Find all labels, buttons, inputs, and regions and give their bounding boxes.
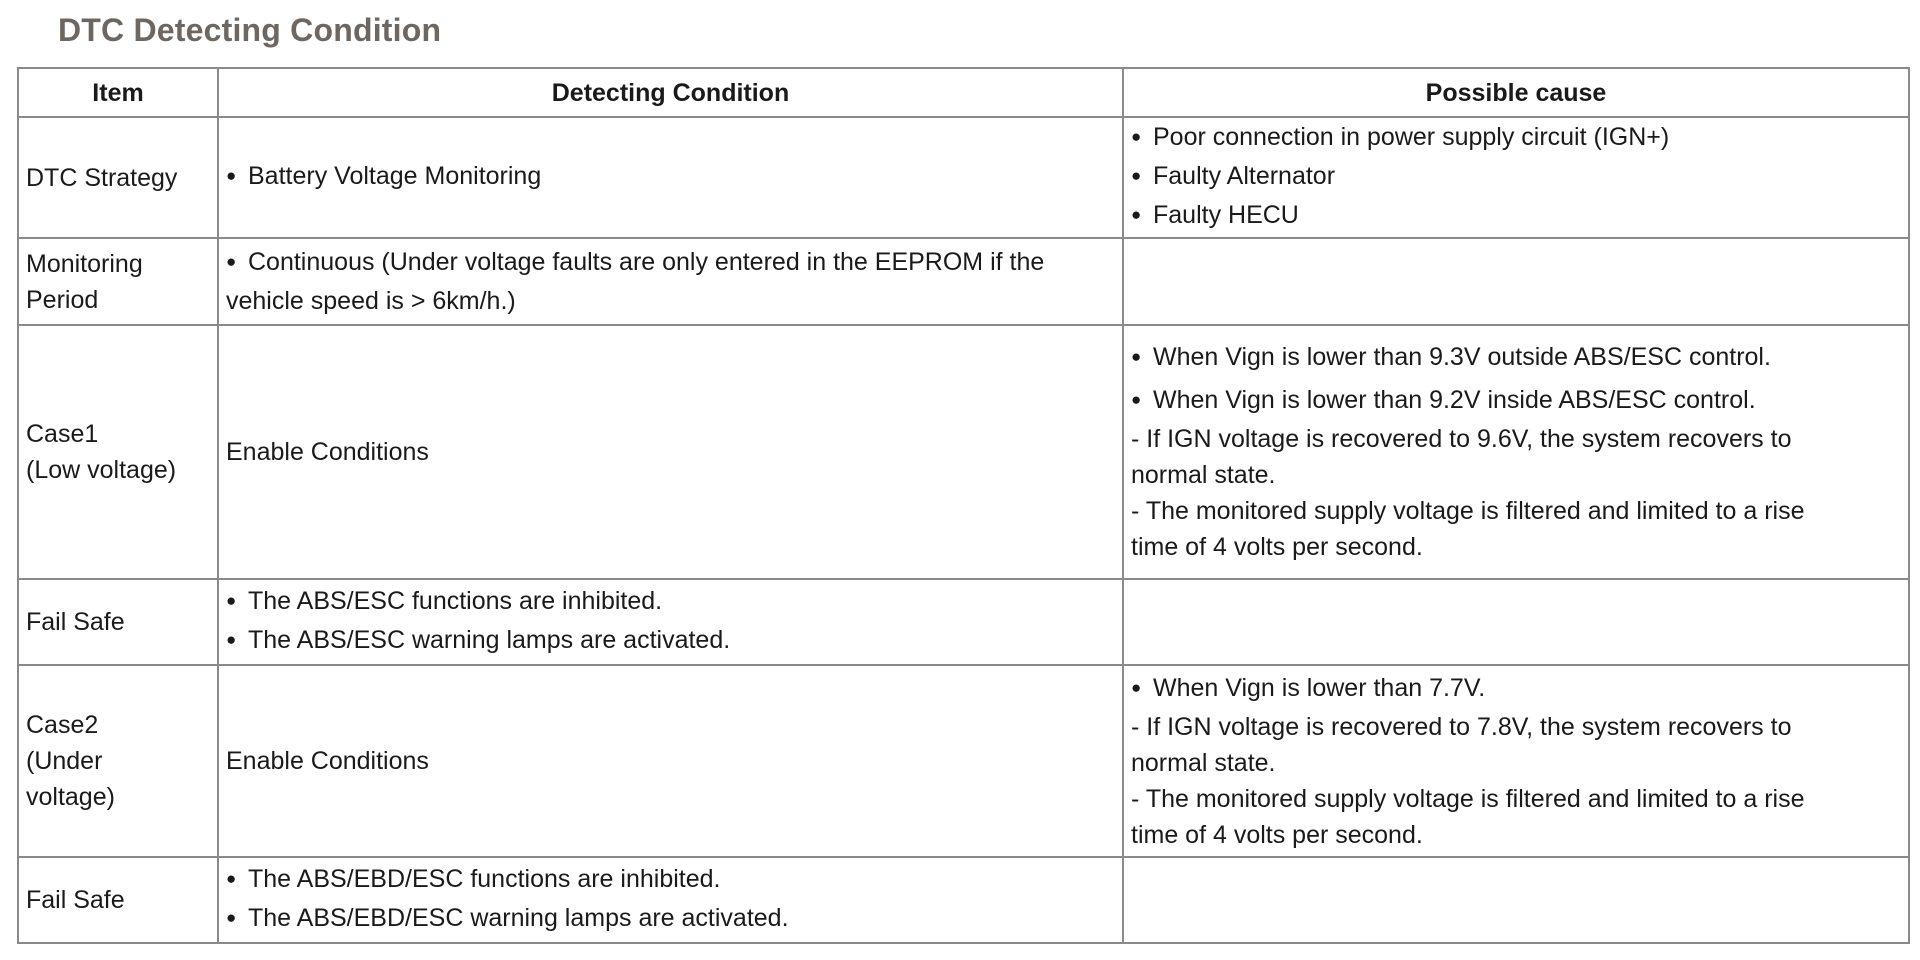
cause-bullet: ● When Vign is lower than 7.7V. xyxy=(1131,670,1901,709)
item-text: Monitoring xyxy=(26,249,143,278)
item-cell xyxy=(18,238,218,325)
condition-cell xyxy=(218,857,1123,943)
condition-text: Enable Conditions xyxy=(226,747,429,775)
cause-note: - If IGN voltage is recovered to 9.6V, the system recovers to xyxy=(1131,425,1792,453)
item-text: Fail Safe xyxy=(26,608,125,636)
dtc-table xyxy=(17,67,1910,944)
item-cell xyxy=(18,325,218,579)
table-row xyxy=(18,325,1909,579)
cause-cell xyxy=(1123,325,1909,579)
condition-bullet: ● The ABS/EBD/ESC warning lamps are activated. xyxy=(226,900,1115,939)
condition-cell xyxy=(218,579,1123,665)
item-text: voltage) xyxy=(26,783,115,811)
table-row xyxy=(18,665,1909,857)
condition-bullet: ● Continuous (Under voltage faults are only entered in the EEPROM if the xyxy=(226,244,1115,283)
condition-cell xyxy=(218,238,1123,325)
cause-cell xyxy=(1123,117,1909,238)
condition-bullet: ● Battery Voltage Monitoring xyxy=(226,158,1115,197)
table-header-row xyxy=(18,68,1909,117)
condition-bullet: ● The ABS/ESC warning lamps are activated. xyxy=(226,622,1115,661)
table-row xyxy=(18,857,1909,943)
item-text: DTC Strategy xyxy=(26,163,178,192)
page-title: DTC Detecting Condition xyxy=(58,12,442,48)
item-cell xyxy=(18,665,218,857)
header-possible-cause: Possible cause xyxy=(1123,68,1909,117)
condition-bullet: ● The ABS/ESC functions are inhibited. xyxy=(226,583,1115,622)
cause-cell xyxy=(1123,579,1909,665)
cause-note: time of 4 volts per second. xyxy=(1131,820,1423,849)
cause-cell xyxy=(1123,238,1909,325)
item-text: (Under xyxy=(26,747,103,775)
cause-note: - The monitored supply voltage is filtered and limited to a rise xyxy=(1131,784,1805,813)
cause-bullet: ● Faulty Alternator xyxy=(1131,158,1901,197)
table-row xyxy=(18,238,1909,325)
cause-note: - If IGN voltage is recovered to 7.8V, the system recovers to xyxy=(1131,712,1792,741)
table-row xyxy=(18,579,1909,665)
table-row xyxy=(18,117,1909,238)
cause-bullet: ● When Vign is lower than 9.2V inside ABS/ESC control. xyxy=(1131,382,1901,421)
item-cell xyxy=(18,579,218,665)
item-text: Fail Safe xyxy=(26,886,125,914)
header-item: Item xyxy=(18,68,218,117)
condition-cell xyxy=(218,325,1123,579)
cause-note: time of 4 volts per second. xyxy=(1131,533,1423,561)
condition-text: vehicle speed is > 6km/h.) xyxy=(226,287,516,315)
condition-text: Enable Conditions xyxy=(226,438,429,466)
item-text: Case2 xyxy=(26,711,99,739)
item-cell xyxy=(18,117,218,238)
cause-note: normal state. xyxy=(1131,748,1276,777)
cause-note: normal state. xyxy=(1131,461,1276,489)
header-detecting-condition: Detecting Condition xyxy=(218,68,1123,117)
item-text: Case1 xyxy=(26,420,99,448)
item-cell xyxy=(18,857,218,943)
cause-note: - The monitored supply voltage is filtered and limited to a rise xyxy=(1131,497,1805,525)
item-text: Period xyxy=(26,285,99,314)
condition-cell xyxy=(218,665,1123,857)
condition-bullet: ● The ABS/EBD/ESC functions are inhibited. xyxy=(226,861,1115,900)
cause-cell xyxy=(1123,665,1909,857)
cause-bullet: ● When Vign is lower than 9.3V outside ABS/ESC control. xyxy=(1131,339,1901,378)
condition-cell xyxy=(218,117,1123,238)
cause-cell xyxy=(1123,857,1909,943)
cause-bullet: ● Faulty HECU xyxy=(1131,197,1901,236)
cause-bullet: ● Poor connection in power supply circuit (IGN+) xyxy=(1131,119,1901,158)
item-text: (Low voltage) xyxy=(26,456,177,484)
